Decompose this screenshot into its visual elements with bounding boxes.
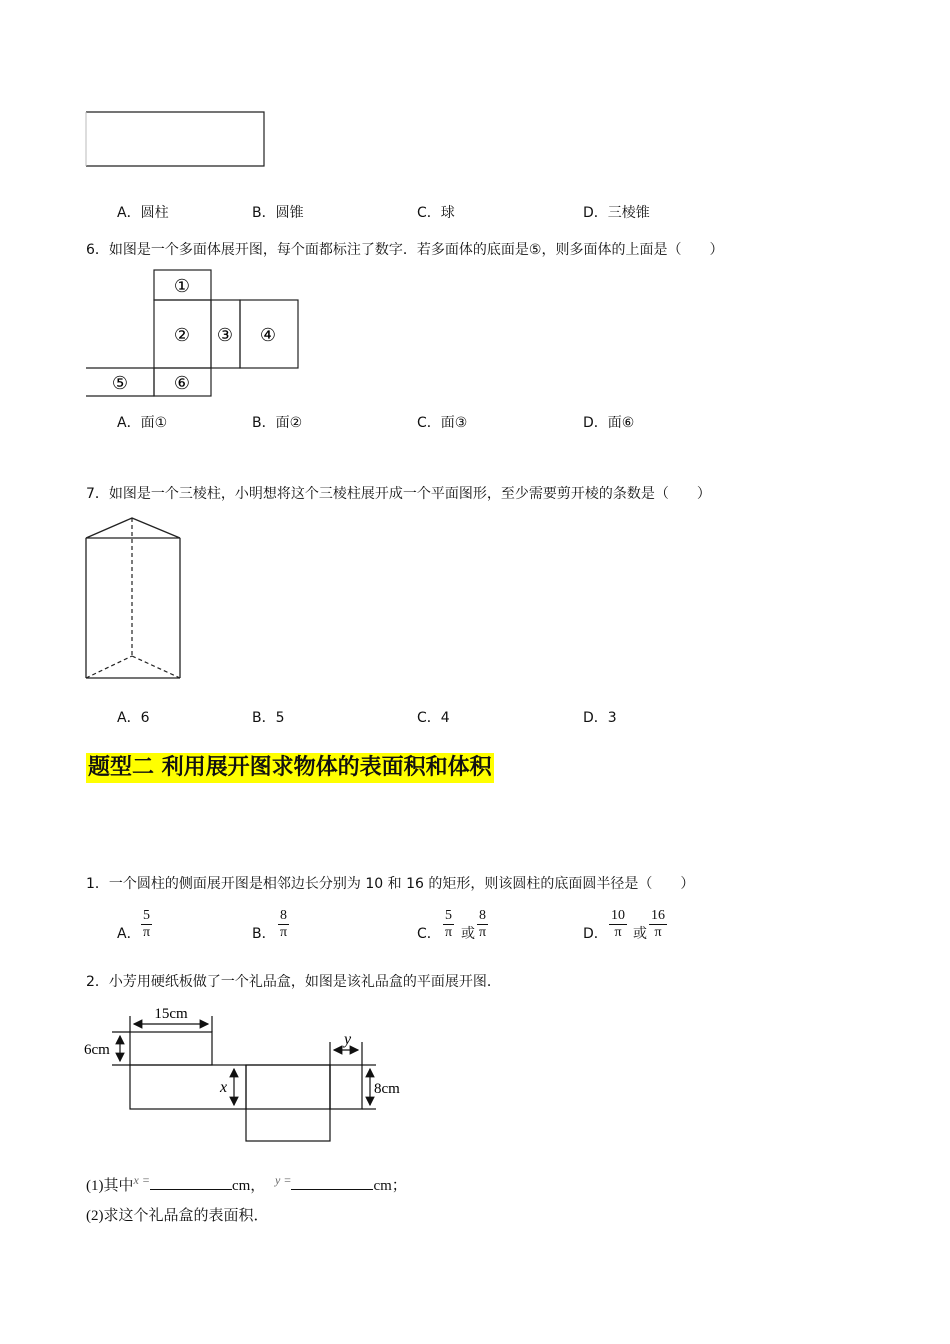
fraction: 8 π (279, 908, 288, 940)
face-5: ⑤ (111, 373, 129, 393)
q6-option-b[interactable]: B．面② (252, 415, 303, 431)
q7-option-d[interactable]: D．3 (583, 710, 617, 726)
p2-part1 (86, 1170, 407, 1196)
q7-option-a[interactable]: A．6 (117, 710, 150, 726)
p1-option-d[interactable] (583, 908, 683, 952)
fraction: 5 π (142, 908, 151, 940)
or-word: 或 (461, 926, 475, 942)
p1-option-a[interactable] (117, 908, 177, 952)
fraction: 10 π (611, 908, 625, 940)
q6-option-d[interactable]: D．面⑥ (583, 415, 635, 431)
p2-box-net-figure (82, 1002, 412, 1148)
p1-option-b[interactable] (252, 908, 312, 952)
section-heading: 题型二 利用展开图求物体的表面积和体积 (86, 753, 494, 783)
dim-x: x (220, 1079, 228, 1096)
unit-cm-1: cm， (231, 1178, 266, 1194)
dim-y: y (344, 1031, 352, 1048)
face-2: ② (173, 325, 191, 345)
p2-stem: 2．小芳用硬纸板做了一个礼品盒，如图是该礼品盒的平面展开图． (86, 974, 501, 990)
p1-option-c[interactable] (417, 908, 517, 952)
q5-option-b[interactable]: B．圆锥 (252, 205, 304, 221)
dim-15cm: 15cm (154, 1006, 188, 1022)
x-answer-blank[interactable] (150, 1175, 232, 1190)
p2-part2: (2)求这个礼品盒的表面积． (86, 1208, 269, 1224)
option-letter: C． (417, 926, 441, 942)
or-word: 或 (633, 926, 647, 942)
q7-option-c[interactable]: C．4 (417, 710, 450, 726)
q6-stem: 6．如图是一个多面体展开图，每个面都标注了数字．若多面体的底面是⑤，则多面体的上面是（ ） (86, 242, 724, 258)
part1-prefix: (1)其中 (86, 1178, 134, 1194)
q5-option-a[interactable]: A．圆柱 (117, 205, 169, 221)
q6-option-a[interactable]: A．面① (117, 415, 168, 431)
y-answer-blank[interactable] (291, 1175, 373, 1190)
q7-prism-figure (84, 514, 186, 682)
dim-8cm: 8cm (374, 1081, 400, 1097)
unit-cm-2: cm； (373, 1178, 407, 1194)
face-1: ① (173, 276, 191, 296)
q5-option-d[interactable]: D．三棱锥 (583, 205, 650, 221)
fraction: 8 π (478, 908, 487, 940)
q7-option-b[interactable]: B．5 (252, 710, 285, 726)
face-6: ⑥ (173, 373, 191, 393)
q7-stem: 7．如图是一个三棱柱，小明想将这个三棱柱展开成一个平面图形，至少需要剪开棱的条数是（ ） (86, 486, 711, 502)
x-label: x = (133, 1173, 150, 1187)
q6-option-c[interactable]: C．面③ (417, 415, 468, 431)
p1-stem: 1．一个圆柱的侧面展开图是相邻边长分别为 10 和 16 的矩形，则该圆柱的底面圆半径是（ ） (86, 876, 695, 892)
face-3: ③ (216, 325, 234, 345)
q5-option-c[interactable]: C．球 (417, 205, 455, 221)
q6-net-figure (84, 268, 304, 400)
option-letter: B． (252, 926, 276, 942)
fraction: 16 π (651, 908, 665, 940)
option-letter: A． (117, 926, 141, 942)
q5-figure (84, 110, 268, 170)
face-4: ④ (259, 325, 277, 345)
y-label: y = (275, 1173, 292, 1187)
option-letter: D． (583, 926, 608, 942)
fraction: 5 π (444, 908, 453, 940)
dim-6cm: 6cm (84, 1042, 110, 1058)
